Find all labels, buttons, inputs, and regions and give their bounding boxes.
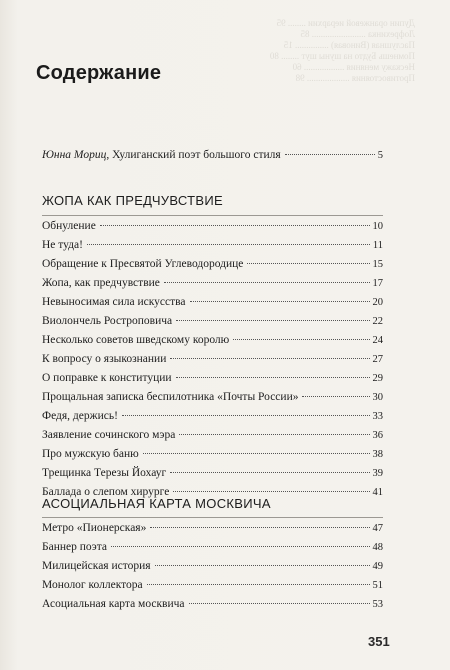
- toc-entry-title: Не туда!: [42, 239, 83, 251]
- toc-entry-page: 29: [372, 373, 383, 384]
- toc-entry-page: 24: [372, 335, 383, 346]
- toc-entry-title: Баллада о слепом хирурге: [42, 486, 170, 498]
- toc-entry-page: 38: [372, 449, 383, 460]
- dot-leader: [87, 244, 370, 245]
- toc-entry-page: 11: [372, 240, 383, 251]
- dot-leader: [155, 565, 370, 566]
- toc-entry: [42, 219, 383, 234]
- toc-entry: [42, 559, 383, 574]
- intro-author: Юнна Мориц: [42, 149, 107, 161]
- dot-leader: [247, 263, 369, 264]
- toc-entry-page: 22: [372, 316, 383, 327]
- toc-entry-title: Метро «Пионерская»: [42, 522, 147, 534]
- toc-entry-page: 48: [372, 542, 383, 553]
- toc-entry-title: Виолончель Ростроповича: [42, 315, 173, 327]
- toc-entry-title: Жопа, как предчувствие: [42, 277, 160, 289]
- intro-title: Хулиганский поэт большого стиля: [112, 149, 281, 161]
- toc-entry-title: Заявление сочинского мэра: [42, 429, 176, 441]
- page-title: Содержание: [36, 62, 162, 84]
- dot-leader: [189, 603, 370, 604]
- intro-page-number: 5: [377, 150, 383, 161]
- toc-entry: [42, 257, 383, 272]
- toc-entry: [42, 521, 383, 536]
- toc-entry-title: Про мужскую баню: [42, 448, 139, 460]
- toc-entry-title: Милицейская история: [42, 560, 151, 572]
- dot-leader: [190, 301, 370, 302]
- toc-entry-title: Асоциальная карта москвича: [42, 598, 185, 610]
- dot-leader: [143, 453, 370, 454]
- toc-entry-page: 49: [372, 561, 383, 572]
- dot-leader: [170, 358, 369, 359]
- toc-entry-title: Баннер поэта: [42, 541, 107, 553]
- toc-entry: [42, 466, 383, 481]
- toc-entry: [42, 409, 383, 424]
- toc-entry: [42, 352, 383, 367]
- dot-leader: [302, 396, 369, 397]
- toc-entry-title: Прощальная записка беспилотника «Почты России»: [42, 391, 299, 403]
- section-title: ЖОПА КАК ПРЕДЧУВСТВИЕ: [42, 193, 223, 208]
- dot-leader: [233, 339, 369, 340]
- toc-entry-title: Трещинка Терезы Йохауг: [42, 467, 167, 479]
- dot-leader: [179, 434, 369, 435]
- toc-entry-title: Монолог коллектора: [42, 579, 143, 591]
- toc-entry-page: 30: [372, 392, 383, 403]
- toc-entry: [42, 314, 383, 329]
- toc-entry: [42, 276, 383, 291]
- toc-entry: [42, 371, 383, 386]
- toc-entry-title: Федя, держись!: [42, 410, 118, 422]
- toc-entry-page: 27: [372, 354, 383, 365]
- toc-entry-page: 39: [372, 468, 383, 479]
- toc-entry-page: 41: [372, 487, 383, 498]
- toc-entry-page: 33: [372, 411, 383, 422]
- toc-entry: [42, 238, 383, 253]
- dot-leader: [100, 225, 370, 226]
- toc-entry-title: Обращение к Пресвятой Углеводородице: [42, 258, 244, 270]
- toc-entry: [42, 578, 383, 593]
- dot-leader: [164, 282, 370, 283]
- toc-entry-intro: Юнна Мориц, Хулиганский поэт большого стиля 5: [42, 149, 383, 161]
- toc-entry-title: К вопросу о языкознании: [42, 353, 167, 365]
- toc-entry: [42, 428, 383, 443]
- toc-entry-page: 15: [372, 259, 383, 270]
- dot-leader: [170, 472, 369, 473]
- toc-entry-title: О поправке к конституции: [42, 372, 172, 384]
- toc-entry-page: 47: [372, 523, 383, 534]
- toc-entry: [42, 597, 383, 612]
- section-divider: [42, 517, 383, 518]
- dot-leader: [285, 154, 375, 155]
- toc-entry: [42, 333, 383, 348]
- toc-entry-title: Несколько советов шведскому королю: [42, 334, 230, 346]
- dot-leader: [176, 377, 370, 378]
- toc-entry-title: Невыносимая сила искусства: [42, 296, 186, 308]
- dot-leader: [147, 584, 370, 585]
- toc-entry-page: 36: [372, 430, 383, 441]
- section-title: АСОЦИАЛЬНАЯ КАРТА МОСКВИЧА: [42, 496, 271, 511]
- toc-entry: [42, 390, 383, 405]
- page-number: 351: [368, 634, 390, 649]
- toc-entry-page: 20: [372, 297, 383, 308]
- toc-entry: [42, 540, 383, 555]
- section-divider: [42, 215, 383, 216]
- toc-entry: [42, 447, 383, 462]
- show-through-text: Дупин оранжевой иерархии ........ 95 Лофрехинка ........................ 85 Паслушная (Виновая) ............... 15 Помнешь Будто на шуны шут ........ 80 Нескажу меняния .................. 60 Противостояния ................... 98: [269, 18, 415, 83]
- toc-entry-page: 17: [372, 278, 383, 289]
- toc-entry-title: Обнуление: [42, 220, 96, 232]
- toc-entry-page: 51: [372, 580, 383, 591]
- toc-entry-page: 10: [372, 221, 383, 232]
- dot-leader: [150, 527, 369, 528]
- dot-leader: [173, 491, 369, 492]
- toc-entry-page: 53: [372, 599, 383, 610]
- toc-entry: [42, 295, 383, 310]
- dot-leader: [122, 415, 370, 416]
- dot-leader: [111, 546, 370, 547]
- dot-leader: [176, 320, 369, 321]
